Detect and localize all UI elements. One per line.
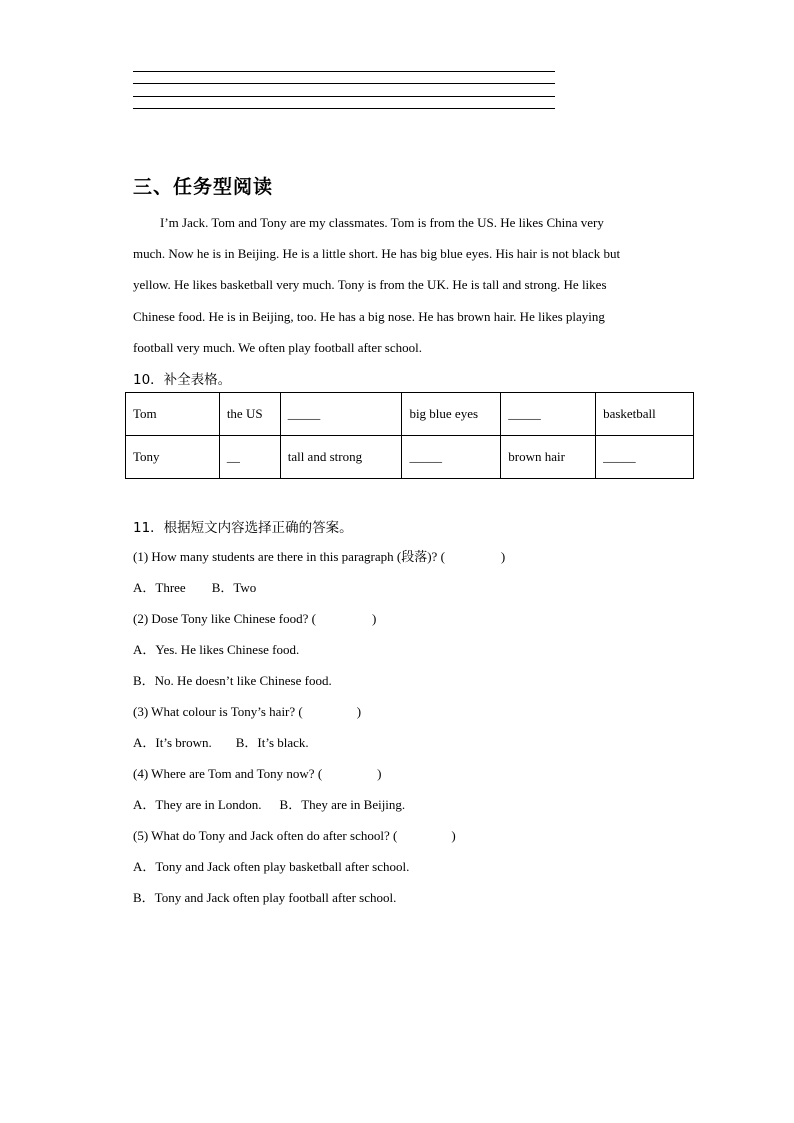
question-close: ) bbox=[371, 611, 377, 626]
option-b[interactable]: B．It’s black. bbox=[235, 735, 309, 750]
table-cell: Tony bbox=[126, 436, 220, 479]
answer-line bbox=[133, 108, 555, 109]
question-close: ) bbox=[377, 766, 382, 781]
table-cell: brown hair bbox=[501, 436, 596, 479]
option-line bbox=[133, 572, 505, 603]
blank-cell[interactable]: _____ bbox=[501, 393, 596, 436]
option-a[interactable]: A．Yes. He likes Chinese food. bbox=[133, 642, 300, 657]
section-title: 三、任务型阅读 bbox=[133, 176, 274, 198]
option-a[interactable]: A．It’s brown. bbox=[133, 735, 212, 750]
table-row bbox=[126, 393, 694, 436]
passage-line: yellow. He likes basketball very much. Tony is from the UK. He is tall and strong. He likes bbox=[133, 277, 607, 293]
answer-line bbox=[133, 96, 555, 97]
question-10-title: 10．补全表格。 bbox=[133, 372, 232, 388]
passage-line: football very much. We often play football after school. bbox=[133, 339, 422, 355]
question-line bbox=[133, 758, 505, 789]
option-b[interactable]: B．Two bbox=[211, 580, 257, 595]
blank-cell[interactable]: _____ bbox=[280, 393, 402, 436]
option-line bbox=[133, 882, 505, 913]
blank-cell[interactable]: _____ bbox=[402, 436, 501, 479]
fill-in-table bbox=[125, 392, 694, 479]
question-11-title: 11．根据短文内容选择正确的答案。 bbox=[133, 520, 353, 536]
question-text: (2) Dose Tony like Chinese food? ( bbox=[133, 611, 316, 626]
option-line bbox=[133, 665, 505, 696]
option-line bbox=[133, 851, 505, 882]
blank-cell[interactable]: _____ bbox=[596, 436, 694, 479]
question-line bbox=[133, 541, 505, 572]
question-11-items bbox=[133, 541, 505, 913]
question-close: ) bbox=[500, 549, 506, 564]
table-cell: basketball bbox=[596, 393, 694, 436]
option-b[interactable]: B．No. He doesn’t like Chinese food. bbox=[133, 673, 332, 688]
option-a[interactable]: A．Three bbox=[133, 580, 186, 595]
question-line bbox=[133, 696, 505, 727]
question-line bbox=[133, 820, 505, 851]
passage-line: much. Now he is in Beijing. He is a little short. He has big blue eyes. His hair is not black but bbox=[133, 246, 621, 262]
question-text: (1) How many students are there in this paragraph (段落)? ( bbox=[133, 549, 445, 564]
reading-passage bbox=[133, 207, 663, 363]
table-cell: Tom bbox=[126, 393, 220, 436]
option-line bbox=[133, 634, 505, 665]
question-text: (5) What do Tony and Jack often do after school? ( bbox=[133, 828, 398, 843]
option-line bbox=[133, 789, 505, 820]
question-line bbox=[133, 603, 505, 634]
passage-line: I’m Jack. Tom and Tony are my classmates. Tom is from the US. He likes China very bbox=[160, 215, 604, 230]
option-b[interactable]: B．Tony and Jack often play football after school. bbox=[133, 890, 397, 905]
answer-line bbox=[133, 83, 555, 84]
table-cell: big blue eyes bbox=[402, 393, 501, 436]
question-close: ) bbox=[451, 828, 456, 843]
table-cell: tall and strong bbox=[280, 436, 402, 479]
question-close: ) bbox=[356, 704, 362, 719]
passage-line: Chinese food. He is in Beijing, too. He has a big nose. He has brown hair. He likes playing bbox=[133, 308, 605, 324]
option-line bbox=[133, 727, 505, 758]
table-cell: the US bbox=[219, 393, 280, 436]
option-b[interactable]: B．They are in Beijing. bbox=[279, 797, 406, 812]
blank-cell[interactable]: __ bbox=[219, 436, 280, 479]
table-row bbox=[126, 436, 694, 479]
option-a[interactable]: A．Tony and Jack often play basketball after school. bbox=[133, 859, 410, 874]
question-text: (3) What colour is Tony’s hair? ( bbox=[133, 704, 303, 719]
question-text: (4) Where are Tom and Tony now? ( bbox=[133, 766, 323, 781]
option-a[interactable]: A．They are in London. bbox=[133, 797, 262, 812]
answer-line bbox=[133, 71, 555, 72]
